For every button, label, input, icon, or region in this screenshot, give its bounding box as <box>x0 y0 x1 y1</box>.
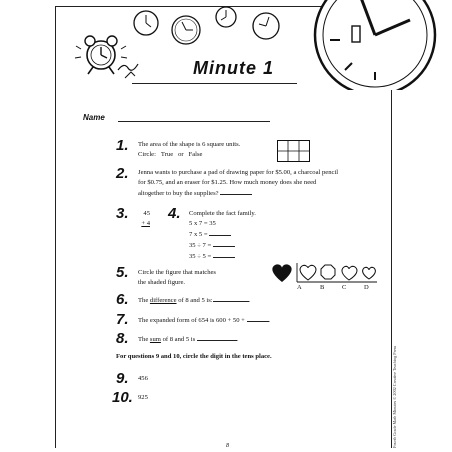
heart-shape-icon[interactable] <box>342 266 357 280</box>
name-field[interactable] <box>118 121 270 122</box>
question-number: 10. <box>112 389 133 406</box>
wall-clock-icon <box>253 13 279 39</box>
question-9-value[interactable]: 456 <box>138 375 148 382</box>
heart-shape-icon <box>272 264 291 282</box>
option-label: A <box>297 284 302 291</box>
answer-blank[interactable] <box>213 240 235 247</box>
question-number: 8. <box>116 330 129 347</box>
question-number: 6. <box>116 291 129 308</box>
question-number: 5. <box>116 264 129 281</box>
area-grid-shape <box>277 140 310 162</box>
title-underline <box>132 83 297 84</box>
question-number: 7. <box>116 311 129 328</box>
question-number: 3. <box>116 205 129 222</box>
option-true[interactable]: True <box>160 151 174 158</box>
big-clock-icon <box>315 0 435 90</box>
question-10-value[interactable]: 925 <box>138 394 148 401</box>
answer-blank[interactable] <box>197 334 237 341</box>
answer-blank[interactable] <box>247 315 269 322</box>
page-number: 8 <box>226 443 229 449</box>
question-number: 9. <box>116 370 129 387</box>
instruction-text: For questions 9 and 10, circle the digit in the tens place. <box>116 353 272 360</box>
question-5-text: Circle the figure that matches the shaded figure. <box>138 269 216 286</box>
answer-blank[interactable] <box>213 251 235 258</box>
answer-blank[interactable] <box>220 188 252 195</box>
heart-shape-icon[interactable] <box>363 267 376 279</box>
copyright-text: Fourth Grade Math Minutes © 2002 Creative Teaching Press <box>392 345 397 448</box>
question-2-text: Jenna wants to purchase a pad of drawing paper for $5.00, a charcoal pencil for $0.75, and an eraser for $1.25. How much money does she need altogether to buy the supplies? <box>138 169 339 197</box>
option-label: D <box>364 284 369 291</box>
octagon-shape-icon[interactable] <box>321 265 335 279</box>
name-label: Name <box>83 113 105 122</box>
answer-blank[interactable] <box>209 229 231 236</box>
question-3-problem: 45 + 4 <box>141 210 150 227</box>
answer-blank[interactable] <box>213 295 249 302</box>
wall-clock-icon <box>134 11 158 35</box>
question-8-text: The sum of 8 and 5 is . <box>138 336 239 343</box>
wall-clock-icon <box>216 7 236 27</box>
question-6-text: The difference of 8 and 5 is: . <box>138 297 251 304</box>
question-number: 2. <box>116 165 129 182</box>
option-label: C <box>342 284 347 291</box>
question-4-text: Complete the fact family. 5 x 7 = 35 7 x 5 = 35 ÷ 7 = 35 ÷ 5 = <box>189 210 256 260</box>
question-number: 1. <box>116 137 129 154</box>
question-1-text: The area of the shape is 6 square units. Circle: True or False <box>138 141 241 158</box>
heart-shape-icon[interactable] <box>300 265 316 280</box>
option-label: B <box>320 284 325 291</box>
wall-clock-icon <box>172 16 200 44</box>
option-false[interactable]: False <box>188 151 203 158</box>
question-7-text: The expanded form of 654 is 600 + 50 + . <box>138 317 271 324</box>
question-number: 4. <box>168 205 181 222</box>
page-title: Minute 1 <box>193 58 275 78</box>
